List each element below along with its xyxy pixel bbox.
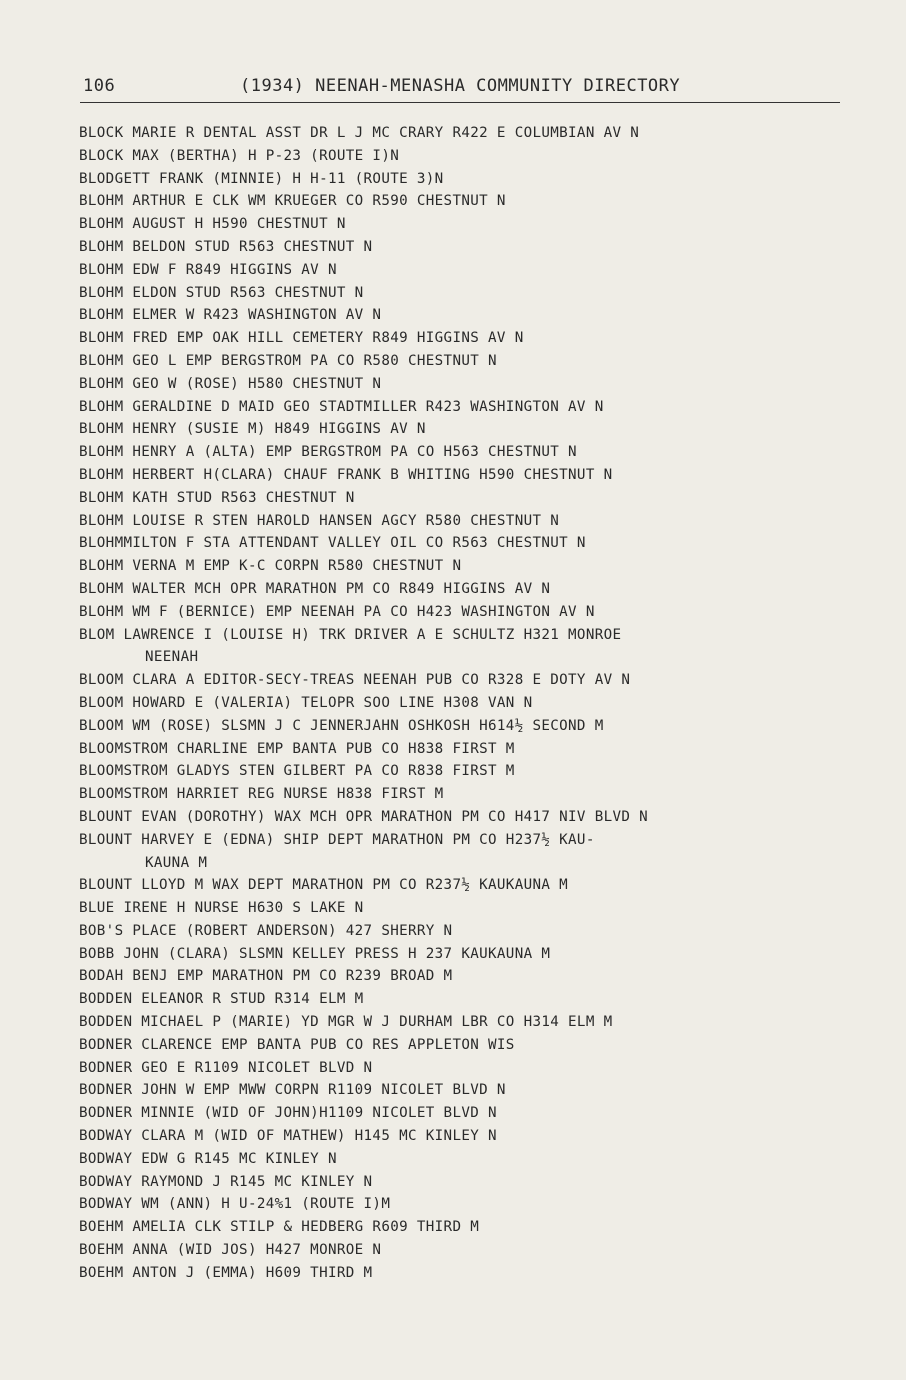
directory-entry: BLOOMSTROM HARRIET REG NURSE H838 FIRST M xyxy=(79,786,444,803)
directory-entry: BLOOMSTROM GLADYS STEN GILBERT PA CO R838 FIRST M xyxy=(79,763,515,780)
directory-entry: BLOHM GEO L EMP BERGSTROM PA CO R580 CHESTNUT N xyxy=(79,352,497,369)
directory-entry: BODAH BENJ EMP MARATHON PM CO R239 BROAD M xyxy=(79,968,453,985)
directory-entry-continuation: NEENAH xyxy=(145,649,199,666)
page-header xyxy=(80,76,840,100)
header-rule xyxy=(80,102,840,103)
directory-entry: BLOHM ELMER W R423 WASHINGTON AV N xyxy=(79,307,382,324)
directory-entry: BLOHM WALTER MCH OPR MARATHON PM CO R849 HIGGINS AV N xyxy=(79,580,551,597)
directory-entry: BLOUNT LLOYD M WAX DEPT MARATHON PM CO R237½ KAUKAUNA M xyxy=(79,877,569,894)
directory-entry: BLOOM WM (ROSE) SLSMN J C JENNERJAHN OSHKOSH H614½ SECOND M xyxy=(79,717,604,734)
directory-entry: BLOOM CLARA A EDITOR-SECY-TREAS NEENAH PUB CO R328 E DOTY AV N xyxy=(79,672,631,689)
directory-entry: BLOOMSTROM CHARLINE EMP BANTA PUB CO H838 FIRST M xyxy=(79,740,515,757)
directory-entry: BLUE IRENE H NURSE H630 S LAKE N xyxy=(79,900,364,917)
directory-entry: BLOHM GEO W (ROSE) H580 CHESTNUT N xyxy=(79,375,382,392)
directory-entry: BODWAY CLARA M (WID OF MATHEW) H145 MC KINLEY N xyxy=(79,1128,497,1145)
directory-entry: BODWAY EDW G R145 MC KINLEY N xyxy=(79,1150,337,1167)
directory-entry: BLOUNT EVAN (DOROTHY) WAX MCH OPR MARATHON PM CO H417 NIV BLVD N xyxy=(79,808,649,825)
directory-entry: BLOHM WM F (BERNICE) EMP NEENAH PA CO H423 WASHINGTON AV N xyxy=(79,603,595,620)
directory-entry: BODDEN ELEANOR R STUD R314 ELM M xyxy=(79,991,364,1008)
directory-entry: BLOHM HENRY A (ALTA) EMP BERGSTROM PA CO H563 CHESTNUT N xyxy=(79,444,577,461)
directory-entry: BLOCK MARIE R DENTAL ASST DR L J MC CRARY R422 E COLUMBIAN AV N xyxy=(79,125,640,141)
directory-entry: BLOOM HOWARD E (VALERIA) TELOPR SOO LINE H308 VAN N xyxy=(79,694,533,711)
directory-entry: BOEHM AMELIA CLK STILP & HEDBERG R609 THIRD M xyxy=(79,1219,480,1236)
directory-entry: BODDEN MICHAEL P (MARIE) YD MGR W J DURHAM LBR CO H314 ELM M xyxy=(79,1014,613,1031)
directory-entry: BODNER MINNIE (WID OF JOHN)H1109 NICOLET BLVD N xyxy=(79,1105,497,1122)
directory-entry: BLOHM HERBERT H(CLARA) CHAUF FRANK B WHITING H590 CHESTNUT N xyxy=(79,466,613,483)
directory-entry: BOBB JOHN (CLARA) SLSMN KELLEY PRESS H 237 KAUKAUNA M xyxy=(79,945,551,962)
directory-entry: BLOHM LOUISE R STEN HAROLD HANSEN AGCY R580 CHESTNUT N xyxy=(79,512,560,529)
directory-entry: BODWAY RAYMOND J R145 MC KINLEY N xyxy=(79,1173,373,1190)
directory-entry: BLOHM VERNA M EMP K-C CORPN R580 CHESTNUT N xyxy=(79,558,462,575)
directory-entry-continuation: KAUNA M xyxy=(145,854,208,871)
directory-entry: BLOHM ELDON STUD R563 CHESTNUT N xyxy=(79,284,364,301)
directory-entry: BODNER CLARENCE EMP BANTA PUB CO RES APPLETON WIS xyxy=(79,1036,515,1053)
directory-entry: BLOHM AUGUST H H590 CHESTNUT N xyxy=(79,216,346,233)
directory-entry: BODNER JOHN W EMP MWW CORPN R1109 NICOLET BLVD N xyxy=(79,1082,506,1099)
page-number: 106 xyxy=(83,76,116,96)
directory-entry: BLOUNT HARVEY E (EDNA) SHIP DEPT MARATHON PM CO H237½ KAU- xyxy=(79,831,595,848)
directory-entry: BOEHM ANTON J (EMMA) H609 THIRD M xyxy=(79,1264,373,1281)
directory-entry: BODNER GEO E R1109 NICOLET BLVD N xyxy=(79,1059,373,1076)
directory-entry: BLOHM KATH STUD R563 CHESTNUT N xyxy=(79,489,355,506)
directory-entry: BLOCK MAX (BERTHA) H P-23 (ROUTE I)N xyxy=(79,147,400,164)
directory-entry: BLOHM ARTHUR E CLK WM KRUEGER CO R590 CHESTNUT N xyxy=(79,193,506,210)
directory-entry: BLOM LAWRENCE I (LOUISE H) TRK DRIVER A E SCHULTZ H321 MONROE xyxy=(79,626,622,643)
directory-entry: BLOHM GERALDINE D MAID GEO STADTMILLER R423 WASHINGTON AV N xyxy=(79,398,604,415)
directory-entry: BLODGETT FRANK (MINNIE) H H-11 (ROUTE 3)N xyxy=(79,170,444,187)
directory-entry: BLOHM HENRY (SUSIE M) H849 HIGGINS AV N xyxy=(79,421,426,438)
directory-entry: BLOHM EDW F R849 HIGGINS AV N xyxy=(79,261,337,278)
directory-entries xyxy=(79,122,879,1285)
directory-entry: BLOHMMILTON F STA ATTENDANT VALLEY OIL CO R563 CHESTNUT N xyxy=(79,535,586,552)
page-title: (1934) NEENAH-MENASHA COMMUNITY DIRECTORY xyxy=(240,76,681,96)
directory-entry: BLOHM FRED EMP OAK HILL CEMETERY R849 HIGGINS AV N xyxy=(79,330,524,347)
directory-entry: BOB'S PLACE (ROBERT ANDERSON) 427 SHERRY N xyxy=(79,922,453,939)
directory-entry: BLOHM BELDON STUD R563 CHESTNUT N xyxy=(79,238,373,255)
directory-entry: BOEHM ANNA (WID JOS) H427 MONROE N xyxy=(79,1242,382,1259)
directory-entry: BODWAY WM (ANN) H U-24%1 (ROUTE I)M xyxy=(79,1196,391,1213)
